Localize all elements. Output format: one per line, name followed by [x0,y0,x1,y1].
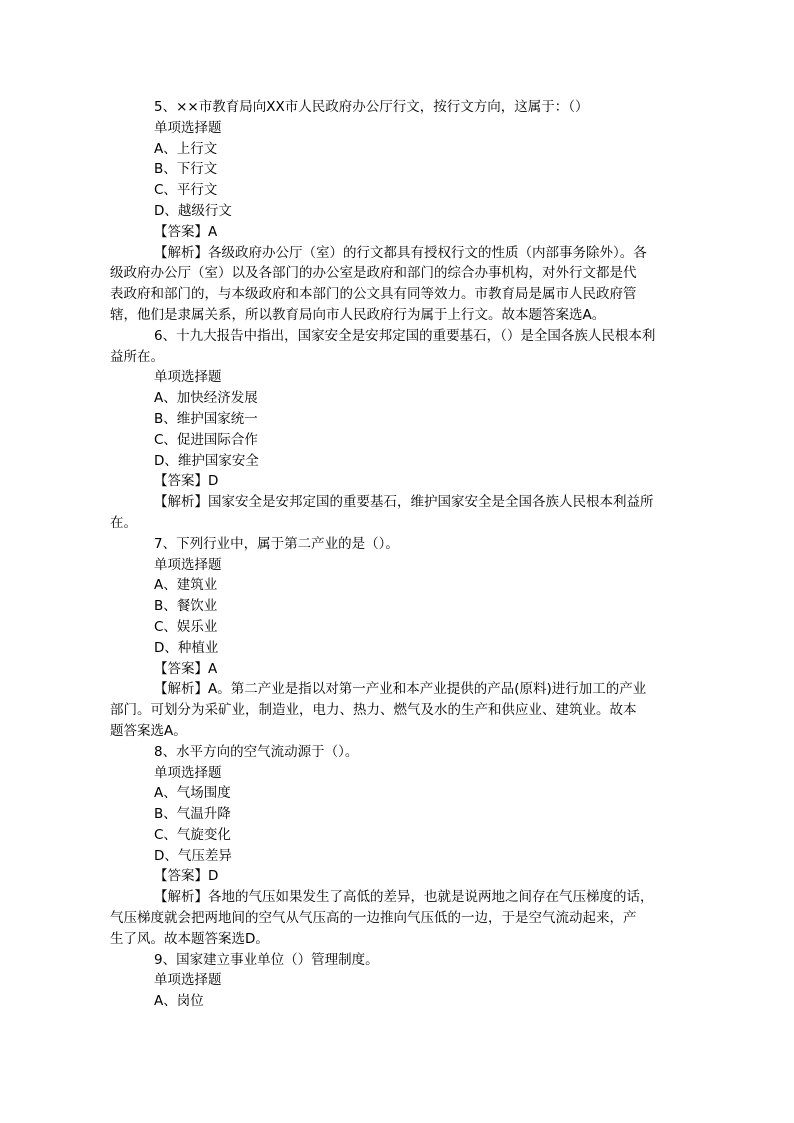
analysis [110,679,680,741]
question-7 [110,534,680,742]
analysis-line: 部门。可划分为采矿业，制造业，电力、热力、燃气及水的生产和供应业、建筑业。故本 [110,702,637,719]
option-c: C、平行文 [154,182,218,199]
analysis [110,492,680,534]
question-6 [110,326,680,534]
option-c: C、促进国际合作 [154,431,258,448]
option-d: D、维护国家安全 [154,452,259,469]
analysis-line: 生了风。故本题答案选D。 [110,930,269,947]
analysis-line: 【解析】A。第二产业是指以对第一产业和本产业提供的产品(原料)进行加工的产业 [154,681,647,698]
option-b: B、餐饮业 [154,598,218,615]
stem-line: 6、十九大报告中指出，国家安全是安邦定国的重要基石，（）是全国各族人民根本利 [154,327,656,344]
analysis-line: 【解析】各地的气压如果发生了高低的差异，也就是说两地之间存在气压梯度的话， [154,889,654,906]
analysis-line: 题答案选A。 [110,722,187,739]
question-stem: 5、××市教育局向XX市人民政府办公厅行文，按行文方向，这属于：（） [154,99,589,115]
question-stem: 7、下列行业中，属于第二产业的是（）。 [154,535,399,552]
question-9 [110,950,680,1012]
question-stem [110,326,680,368]
option-a: A、气场围度 [154,785,231,802]
analysis [110,243,680,326]
answer: 【答案】D [154,473,219,490]
option-b: B、气温升降 [154,806,231,823]
question-8 [110,742,680,950]
analysis-line: 【解析】各级政府办公厅（室）的行文都具有授权行文的性质（内部事务除外）。各 [154,244,647,261]
analysis-line: 表政府和部门的，与本级政府和本部门的公文具有同等效力。市教育局是属市人民政府管 [110,286,637,303]
analysis-line: 【解析】国家安全是安邦定国的重要基石，维护国家安全是全国各族人民根本利益所 [154,494,654,511]
answer: 【答案】A [154,223,218,240]
question-5 [110,97,680,326]
analysis-line: 级政府办公厅（室）以及各部门的办公室是政府和部门的综合办事机构，对外行文都是代 [110,265,637,282]
question-stem: 8、水平方向的空气流动源于（）。 [154,743,359,760]
question-type: 单项选择题 [154,369,222,386]
question-type: 单项选择题 [154,972,222,989]
option-a: A、岗位 [154,993,204,1010]
stem-line: 益所在。 [110,348,164,365]
analysis-line: 辖，他们是隶属关系，所以教育局向市人民政府行为属于上行文。故本题答案选A。 [110,306,606,323]
option-d: D、种植业 [154,639,219,656]
option-a: A、上行文 [154,140,218,157]
option-a: A、建筑业 [154,577,218,594]
option-c: C、娱乐业 [154,618,218,635]
analysis-line: 气压梯度就会把两地间的空气从气压高的一边推向气压低的一边，于是空气流动起来，产 [110,910,637,927]
document-page [110,97,680,1012]
option-b: B、下行文 [154,161,218,178]
analysis-line: 在。 [110,514,137,531]
answer: 【答案】A [154,660,218,677]
option-a: A、加快经济发展 [154,390,258,407]
question-type: 单项选择题 [154,764,222,781]
analysis [110,887,680,949]
option-d: D、越级行文 [154,202,232,219]
answer: 【答案】D [154,868,219,885]
option-c: C、气旋变化 [154,826,231,843]
option-b: B、维护国家统一 [154,410,258,427]
question-type: 单项选择题 [154,119,222,136]
question-type: 单项选择题 [154,556,222,573]
option-d: D、气压差异 [154,847,232,864]
question-stem: 9、国家建立事业单位（）管理制度。 [154,951,379,968]
